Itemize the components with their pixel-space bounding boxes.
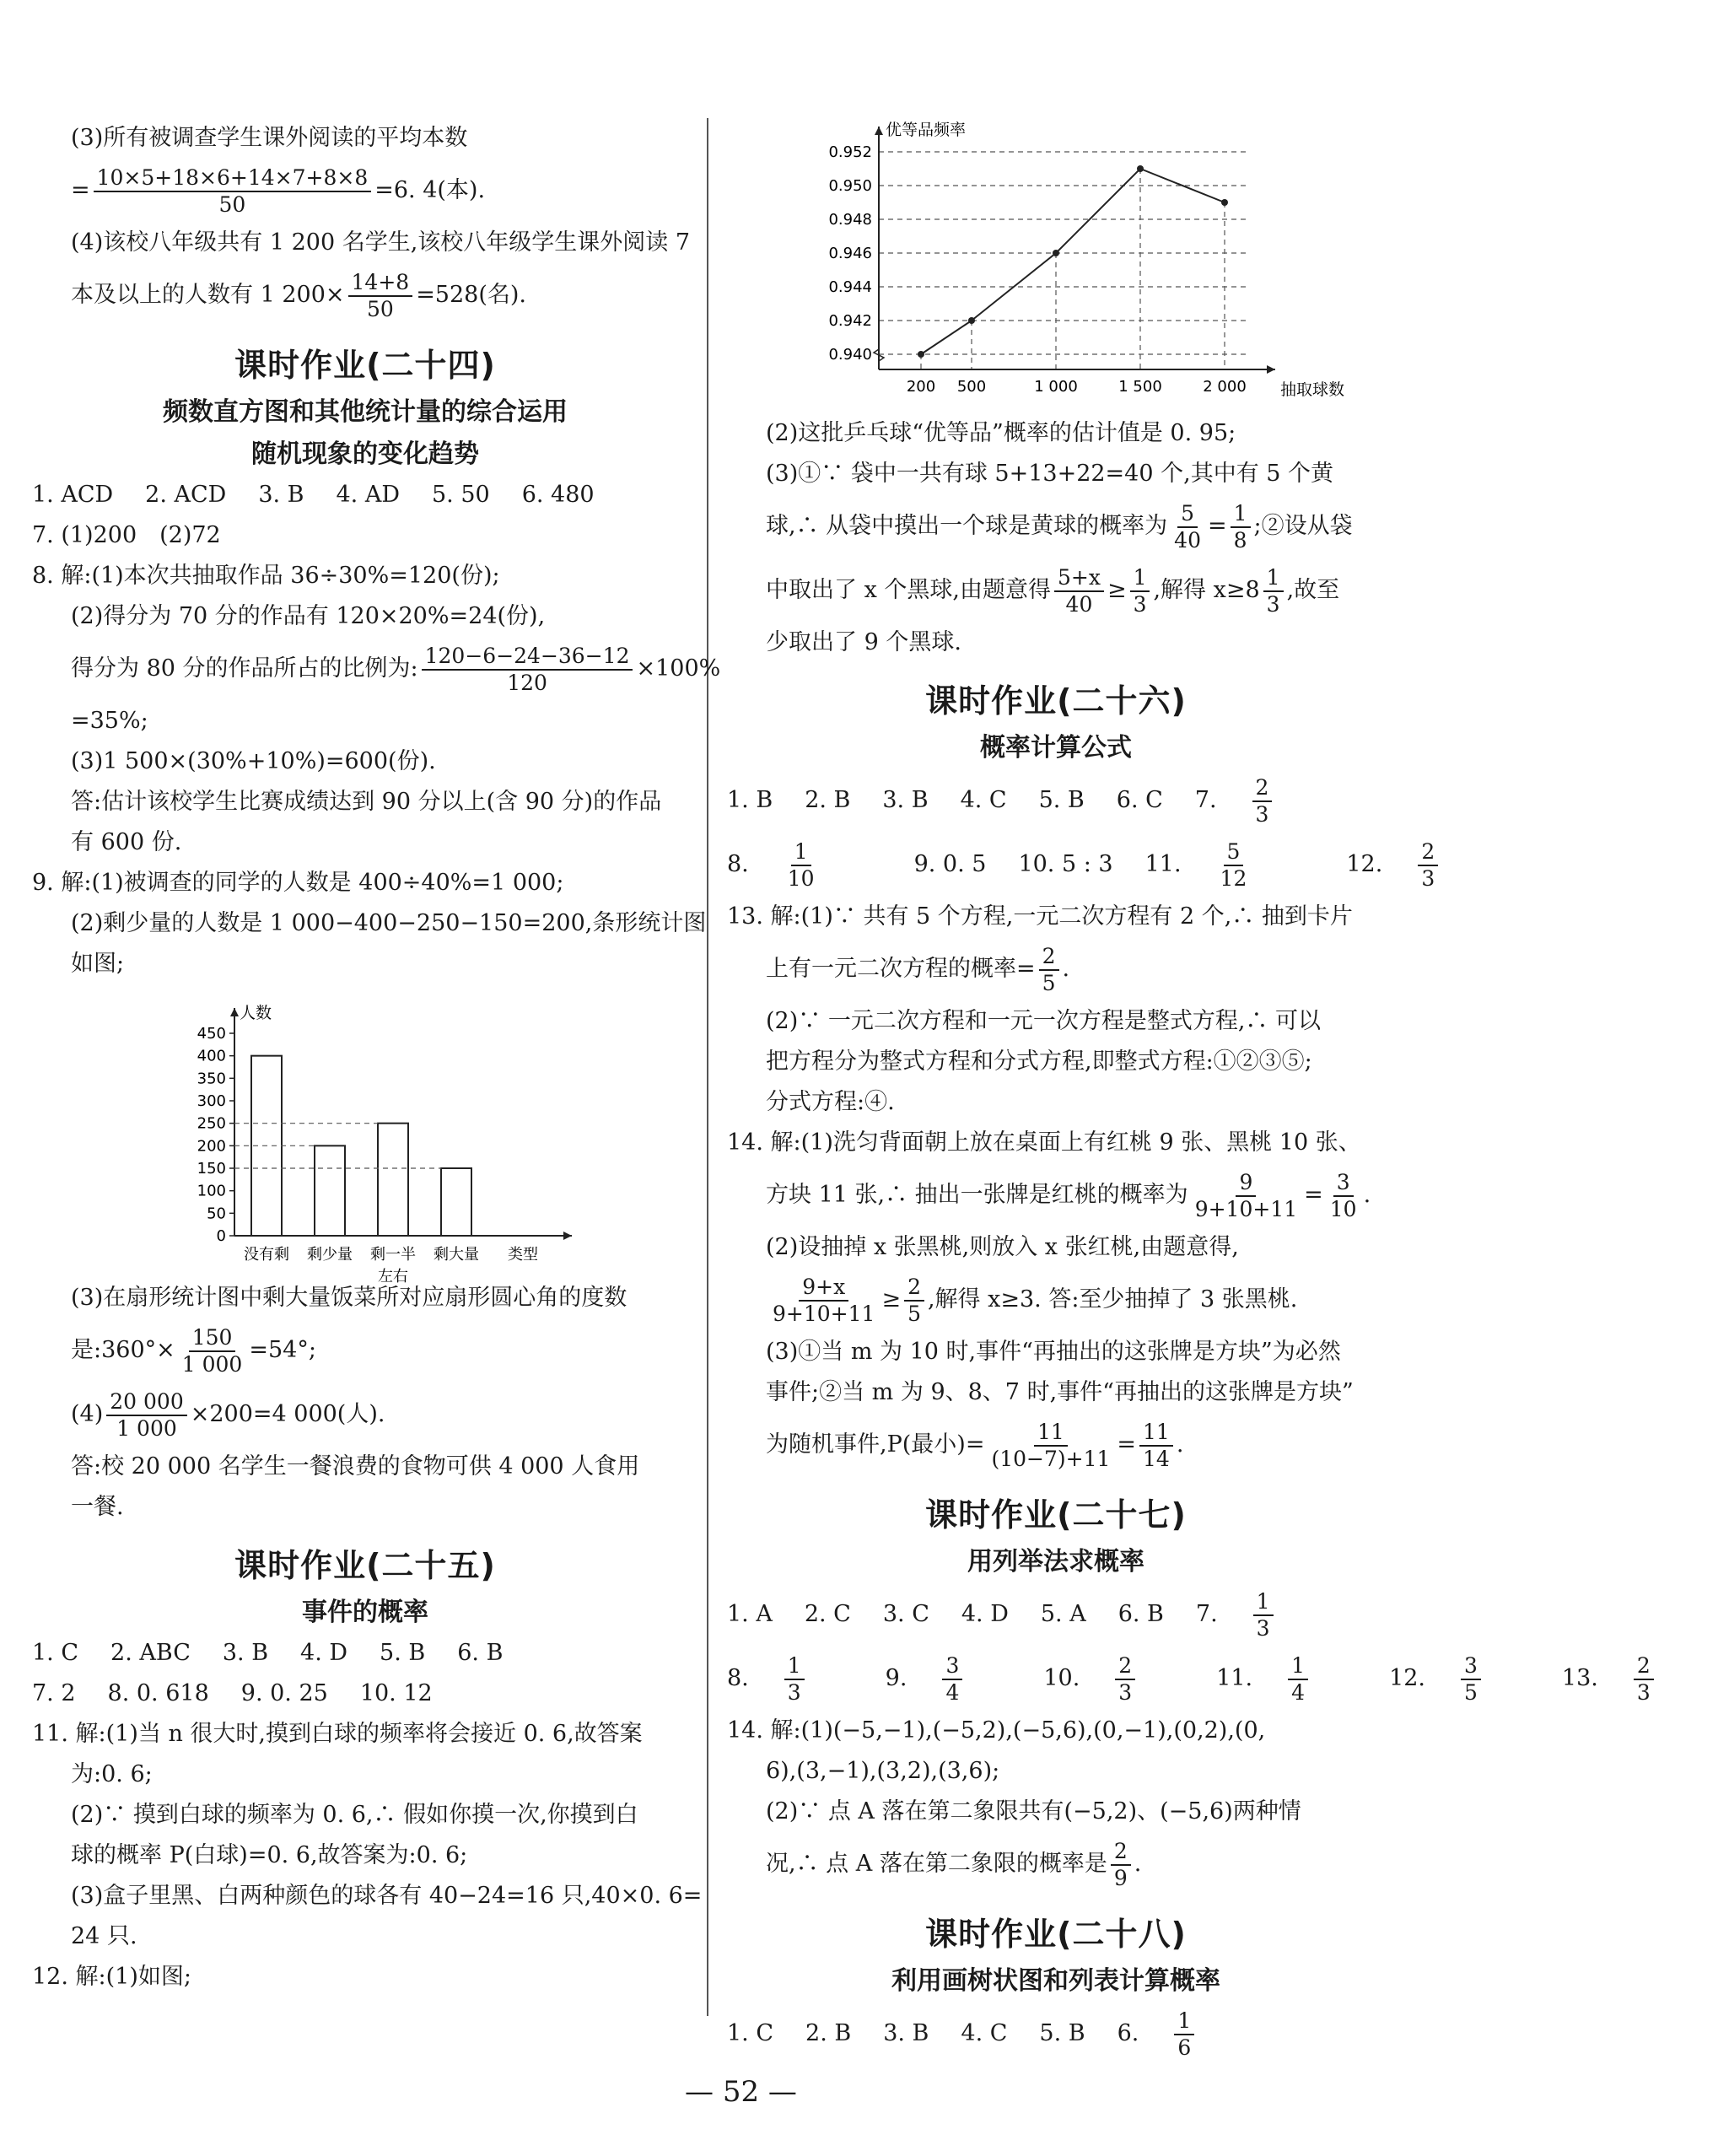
text-line: 14. 解:(1)(−5,−1),(−5,2),(−5,6),(0,−1),(0,2),(0, xyxy=(727,1717,1266,1744)
answer-row: 1. B 2. B 3. B 4. C 5. B 6. C 7. $\frac{2}{3}$ xyxy=(727,768,1385,833)
answer-row: 1. C 2. ABC 3. B 4. D 5. B 6. B xyxy=(32,1640,504,1666)
fraction: $\frac{1}{6}$ xyxy=(1174,2008,1226,2061)
fraction: $\frac{5}{40}$ xyxy=(1174,500,1201,552)
formula-line: 上有一元二次方程的概率= $\frac{2}{5}$ . xyxy=(766,943,1070,995)
x-axis-arrow xyxy=(1267,365,1275,374)
y-axis-label: 人数 xyxy=(240,1004,272,1022)
page-number: — 52 — xyxy=(685,2075,797,2109)
text-line: 一餐. xyxy=(71,1494,124,1520)
text-line: 有 600 份. xyxy=(71,829,182,855)
x-tick-label: 1 000 xyxy=(1034,378,1078,396)
text-line: =35%; xyxy=(71,708,148,734)
answer-row: 7. 2 8. 0. 618 9. 0. 25 10. 12 xyxy=(32,1680,433,1706)
data-point xyxy=(1053,250,1059,256)
section-subtitle: 概率计算公式 xyxy=(980,733,1132,763)
x-axis-label: 类型 xyxy=(508,1246,538,1264)
fraction: $\frac{14+8}{50}$ xyxy=(348,270,413,322)
data-point xyxy=(918,351,924,358)
left-column xyxy=(32,118,721,1997)
formula-line: 球,∴ 从袋中摸出一个球是黄球的概率为 $\frac{5}{40}$ = $\frac{1}{8}$ ;②设从袋 xyxy=(766,500,1353,552)
fraction: $\frac{10\times 5+18\times 6+14\times 7+8\times 8}{50}$ xyxy=(94,165,372,218)
text-line: (2)∵ 一元二次方程和一元一次方程是整式方程,∴ 可以 xyxy=(766,1008,1321,1034)
x-axis-label: 抽取球数 xyxy=(1280,380,1345,399)
y-tick-label: 0.952 xyxy=(828,143,872,161)
y-tick-label: 200 xyxy=(197,1137,226,1156)
text-line: 球的概率 P(白球)=0. 6,故答案为:0. 6; xyxy=(71,1842,468,1868)
y-tick-label: 0.948 xyxy=(828,211,872,229)
fraction: $\frac{1}{3}$ xyxy=(1253,1589,1306,1641)
y-tick-label: 250 xyxy=(197,1114,226,1133)
text-line: (3)①当 m 为 10 时,事件“再抽出的这张牌是方块”为必然 xyxy=(766,1339,1341,1365)
fraction: $\frac{150}{1 000}$ xyxy=(181,1324,243,1377)
fraction: $\frac{11}{14}$ xyxy=(1139,1420,1173,1472)
y-tick-label: 0.940 xyxy=(828,346,872,364)
text-line: (3)1 500×(30%+10%)=600(份). xyxy=(71,748,436,774)
y-tick-label: 450 xyxy=(197,1025,226,1043)
fraction: $\frac{3}{4}$ xyxy=(942,1653,994,1706)
fraction: $\frac{9+x}{9+10+11}$ xyxy=(773,1274,875,1326)
formula-line: 为随机事件,P(最小)= $\frac{11}{(10-7)+11}$ = $\frac{11}{14}$ . xyxy=(766,1419,1184,1471)
fraction: $\frac{2}{3}$ xyxy=(1418,839,1470,892)
fraction: $\frac{2}{9}$ xyxy=(1111,1839,1131,1891)
formula-line: 是:360°× $\frac{150}{1 000}$ =54°; xyxy=(71,1324,316,1377)
fraction: $\frac{5}{12}$ xyxy=(1220,838,1247,891)
fraction: $\frac{1}{10}$ xyxy=(787,838,815,891)
fraction: $\frac{20 000}{1 000}$ xyxy=(106,1389,186,1442)
fraction: $\frac{11}{(10-7)+11}$ xyxy=(991,1419,1111,1471)
text-line: 24 只. xyxy=(71,1923,137,1949)
answer-row: 8. $\frac{1}{10}$ 9. 0. 5 10. 5 : 3 11. $\frac{5}{12}$ 12. $\frac{2}{3}$ xyxy=(727,833,1385,897)
section-title: 课时作业(二十七) xyxy=(925,1496,1187,1533)
text-line: 13. 解:(1)∵ 共有 5 个方程,一元二次方程有 2 个,∴ 抽到卡片 xyxy=(727,903,1353,930)
text-line: (4)该校八年级共有 1 200 名学生,该校八年级学生课外阅读 7 xyxy=(71,229,691,256)
data-point xyxy=(1137,165,1144,172)
y-tick-label: 350 xyxy=(197,1070,226,1088)
formula-line: (4) $\frac{20 000}{1 000}$ ×200=4 000(人). xyxy=(71,1388,385,1441)
text-line: (2)∵ 摸到白球的频率为 0. 6,∴ 假如你摸一次,你摸到白 xyxy=(71,1802,638,1828)
y-tick-label: 150 xyxy=(197,1160,226,1178)
text-line: 分式方程:④. xyxy=(766,1089,895,1115)
x-tick-label: 200 xyxy=(906,378,936,396)
text-line: 答:校 20 000 名学生一餐浪费的食物可供 4 000 人食用 xyxy=(71,1453,640,1480)
bar xyxy=(378,1124,408,1236)
category-label: 剩一半 xyxy=(370,1246,416,1264)
fraction: $\frac{1}{4}$ xyxy=(1288,1653,1340,1706)
text-line: 7. (1)200 (2)72 xyxy=(32,522,221,548)
fraction: $\frac{1}{3}$ xyxy=(784,1653,837,1706)
fraction: $\frac{2}{5}$ xyxy=(1039,944,1059,996)
bar-chart xyxy=(184,991,622,1286)
y-tick-label: 0 xyxy=(216,1227,226,1245)
formula-line: = $\frac{10\times 5+18\times 6+14\times 7+8\times 8}{50}$ =6. 4(本). xyxy=(71,164,486,217)
section-subtitle: 随机现象的变化趋势 xyxy=(251,439,479,469)
text-line: 11. 解:(1)当 n 很大时,摸到白球的频率将会接近 0. 6,故答案 xyxy=(32,1721,643,1747)
text-line: 6),(3,−1),(3,2),(3,6); xyxy=(766,1758,1000,1784)
section-subtitle: 事件的概率 xyxy=(302,1598,428,1627)
section-subtitle: 频数直方图和其他统计量的综合运用 xyxy=(163,397,568,427)
category-label: 剩大量 xyxy=(434,1246,479,1264)
text-line: 答:估计该校学生比赛成绩达到 90 分以上(含 90 分)的作品 xyxy=(71,789,662,815)
y-tick-label: 0.944 xyxy=(828,278,872,296)
y-axis-arrow xyxy=(230,1008,239,1016)
section-title: 课时作业(二十八) xyxy=(925,1916,1187,1953)
text-line: 少取出了 9 个黑球. xyxy=(766,629,961,655)
fraction: $\frac{3}{10}$ xyxy=(1329,1169,1357,1221)
section-title: 课时作业(二十五) xyxy=(234,1547,496,1584)
text-line: 8. 解:(1)本次共抽取作品 36÷30%=120(份); xyxy=(32,563,500,589)
y-tick-label: 300 xyxy=(197,1092,226,1110)
text-line: 14. 解:(1)洗匀背面朝上放在桌面上有红桃 9 张、黑桃 10 张、 xyxy=(727,1129,1361,1156)
y-tick-label: 100 xyxy=(197,1182,226,1200)
right-column xyxy=(727,110,1651,2066)
fraction: $\frac{2}{3}$ xyxy=(1252,775,1305,827)
formula-line: 得分为 80 分的作品所占的比例为: $\frac{120-6-24-36-12}{120}$ ×100% xyxy=(71,643,721,695)
section-title: 课时作业(二十六) xyxy=(925,682,1187,720)
text-line: (2)设抽掉 x 张黑桃,则放入 x 张红桃,由题意得, xyxy=(766,1234,1239,1260)
x-tick-label: 500 xyxy=(956,378,987,396)
y-axis-label: 优等品频率 xyxy=(886,121,967,139)
formula-line: 方块 11 张,∴ 抽出一张牌是红桃的概率为 $\frac{9}{9+10+11}$ = $\frac{3}{10}$ . xyxy=(766,1169,1371,1221)
fraction: $\frac{3}{5}$ xyxy=(1461,1653,1513,1706)
category-label: 剩少量 xyxy=(307,1246,353,1264)
section-subtitle: 利用画树状图和列表计算概率 xyxy=(891,1966,1220,1996)
text-line: 事件;②当 m 为 9、8、7 时,事件“再抽出的这张牌是方块” xyxy=(766,1379,1354,1405)
fraction: $\frac{2}{3}$ xyxy=(1115,1653,1167,1706)
y-tick-label: 0.946 xyxy=(828,245,872,262)
y-tick-label: 400 xyxy=(197,1047,226,1065)
section-subtitle: 用列举法求概率 xyxy=(967,1547,1144,1577)
text-line: (3)所有被调查学生课外阅读的平均本数 xyxy=(71,125,468,151)
category-label: 没有剩 xyxy=(244,1246,289,1264)
text-line: 12. 解:(1)如图; xyxy=(32,1964,191,1990)
text-line: (2)剩少量的人数是 1 000−400−250−150=200,条形统计图 xyxy=(71,910,707,936)
x-axis-arrow xyxy=(563,1232,572,1240)
data-point xyxy=(968,317,975,324)
fraction: $\frac{5+x}{40}$ xyxy=(1054,565,1104,617)
fraction: $\frac{1}{8}$ xyxy=(1231,501,1251,553)
y-axis-arrow xyxy=(875,127,883,135)
text-line: (3)盒子里黑、白两种颜色的球各有 40−24=16 只,40×0. 6= xyxy=(71,1883,703,1909)
series-line xyxy=(921,169,1225,354)
formula-line: 中取出了 x 个黑球,由题意得 $\frac{5+x}{40}$ ≥ $\frac{1}{3}$ ,解得 x≥8 $\frac{1}{3}$ ,故至 xyxy=(766,564,1340,617)
answer-row: 8. $\frac{1}{3}$ 9. $\frac{3}{4}$ 10. $\frac{2}{3}$ 11. $\frac{1}{4}$ 12. $\frac{3}{5}$ 13. $\frac{2}{3}$ xyxy=(727,1647,1385,1711)
text-line: (2)这批乒乓球“优等品”概率的估计值是 0. 95; xyxy=(766,420,1236,446)
y-tick-label: 0.950 xyxy=(828,177,872,195)
fraction: $\frac{1}{3}$ xyxy=(1130,565,1150,617)
section-title: 课时作业(二十四) xyxy=(234,347,496,384)
y-tick-label: 50 xyxy=(207,1205,226,1223)
fraction: $\frac{2}{3}$ xyxy=(1634,1653,1686,1706)
x-tick-label: 1 500 xyxy=(1118,378,1162,396)
text-line: 如图; xyxy=(71,951,125,977)
answer-row: 1. C 2. B 3. B 4. C 5. B 6. $\frac{1}{6}$ xyxy=(727,2002,1385,2066)
x-tick-label: 2 000 xyxy=(1203,378,1247,396)
answer-row: 1. A 2. C 3. C 4. D 5. A 6. B 7. $\frac{1}{3}$ xyxy=(727,1582,1385,1647)
formula-line: 况,∴ 点 A 落在第二象限的概率是 $\frac{2}{9}$ . xyxy=(766,1838,1142,1890)
data-point xyxy=(1221,199,1228,206)
fraction: $\frac{9}{9+10+11}$ xyxy=(1194,1169,1298,1221)
text-line: (3)①∵ 袋中一共有球 5+13+22=40 个,其中有 5 个黄 xyxy=(766,461,1334,487)
text-line: 为:0. 6; xyxy=(71,1761,153,1787)
formula-line: 本及以上的人数有 1 200× $\frac{14+8}{50}$ =528(名). xyxy=(71,269,526,321)
text-line: 把方程分为整式方程和分式方程,即整式方程:①②③⑤; xyxy=(766,1048,1312,1075)
fraction: $\frac{2}{5}$ xyxy=(904,1275,924,1327)
bar xyxy=(315,1145,345,1236)
text-line: (2)得分为 70 分的作品有 120×20%=24(份), xyxy=(71,603,546,629)
fraction: $\frac{1}{3}$ xyxy=(1263,565,1284,617)
category-label-extra: 左右 xyxy=(378,1268,408,1286)
line-chart xyxy=(811,110,1345,413)
text-line: (2)∵ 点 A 落在第二象限共有(−5,2)、(−5,6)两种情 xyxy=(766,1798,1301,1825)
bar xyxy=(441,1168,471,1236)
text-line: 9. 解:(1)被调查的同学的人数是 400÷40%=1 000; xyxy=(32,870,564,896)
y-tick-label: 0.942 xyxy=(828,312,872,330)
text-line: (3)在扇形统计图中剩大量饭菜所对应扇形圆心角的度数 xyxy=(71,1285,627,1311)
formula-line: $\frac{9+x}{9+10+11}$ ≥ $\frac{2}{5}$ ,解得 x≥3. 答:至少抽掉了 3 张黑桃. xyxy=(727,1268,1385,1332)
column-divider xyxy=(707,118,708,2016)
answer-row: 1. ACD 2. ACD 3. B 4. AD 5. 50 6. 480 xyxy=(32,482,595,508)
fraction: $\frac{120-6-24-36-12}{120}$ xyxy=(422,644,633,696)
